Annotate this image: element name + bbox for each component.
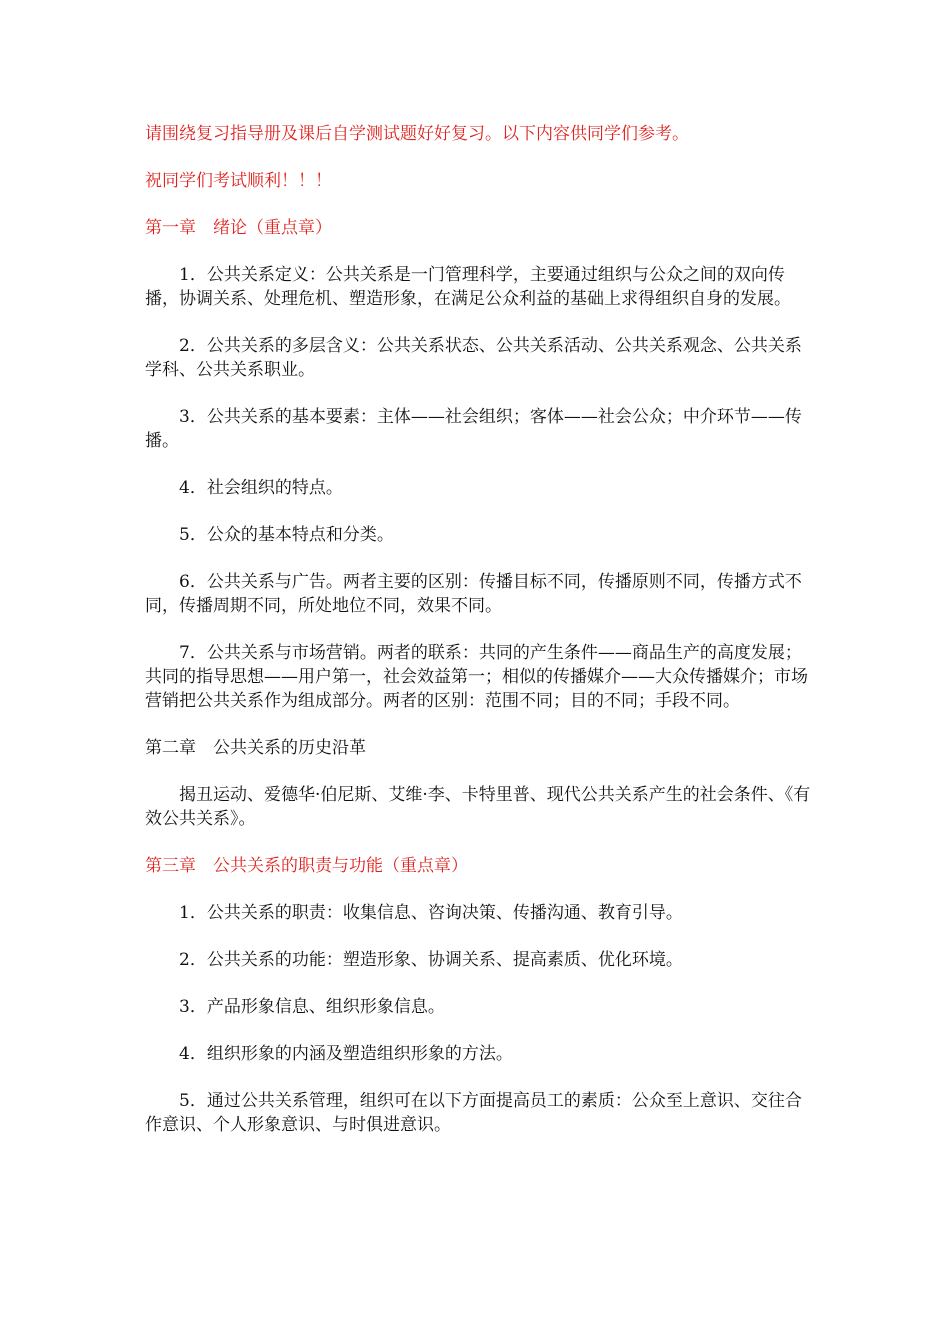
chapter3-item: 5．通过公共关系管理，组织可在以下方面提高员工的素质：公众至上意识、交往合作意识、个人形象意识、与时俱进意识。 (145, 1091, 802, 1135)
chapter1-item: 6．公共关系与广告。两者主要的区别：传播目标不同，传播原则不同，传播方式不同，传播周期不同，所处地位不同，效果不同。 (145, 572, 802, 616)
notice-review: 请围绕复习指导册及课后自学测试题好好复习。以下内容供同学们参考。 (145, 124, 689, 144)
chapter1-item: 5．公众的基本特点和分类。 (179, 525, 394, 545)
chapter1-item: 3．公共关系的基本要素：主体——社会组织；客体——社会公众；中介环节——传播。 (145, 407, 802, 451)
chapter3-item: 3．产品形象信息、组织形象信息。 (179, 997, 445, 1017)
chapter3-heading: 第三章 公共关系的职责与功能（重点章） (145, 856, 468, 876)
chapter1-item: 1．公共关系定义：公共关系是一门管理科学，主要通过组织与公众之间的双向传播，协调关系、处理危机、塑造形象，在满足公众利益的基础上求得组织自身的发展。 (145, 265, 791, 309)
chapter2-body: 揭丑运动、爱德华·伯尼斯、艾维·李、卡特里普、现代公共关系产生的社会条件、《有效公共关系》。 (145, 785, 811, 829)
document-page (145, 122, 817, 1160)
notice-good-luck: 祝同学们考试顺利！！！ (145, 171, 332, 191)
chapter3-item: 1．公共关系的职责：收集信息、咨询决策、传播沟通、教育引导。 (179, 903, 683, 923)
chapter1-heading: 第一章 绪论（重点章） (145, 218, 332, 238)
chapter1-item: 2．公共关系的多层含义：公共关系状态、公共关系活动、公共关系观念、公共关系学科、公共关系职业。 (145, 336, 802, 380)
chapter1-item: 4．社会组织的特点。 (179, 478, 343, 498)
chapter2-heading: 第二章 公共关系的历史沿革 (145, 738, 366, 758)
chapter3-item: 2．公共关系的功能：塑造形象、协调关系、提高素质、优化环境。 (179, 950, 683, 970)
chapter3-item: 4．组织形象的内涵及塑造组织形象的方法。 (179, 1044, 513, 1064)
chapter1-item: 7．公共关系与市场营销。两者的联系：共同的产生条件——商品生产的高度发展；共同的指导思想——用户第一，社会效益第一；相似的传播媒介——大众传播媒介；市场营销把公共关系作为组成部分。两者的区别：范围不同；目的不同；手段不同。 (145, 643, 808, 711)
